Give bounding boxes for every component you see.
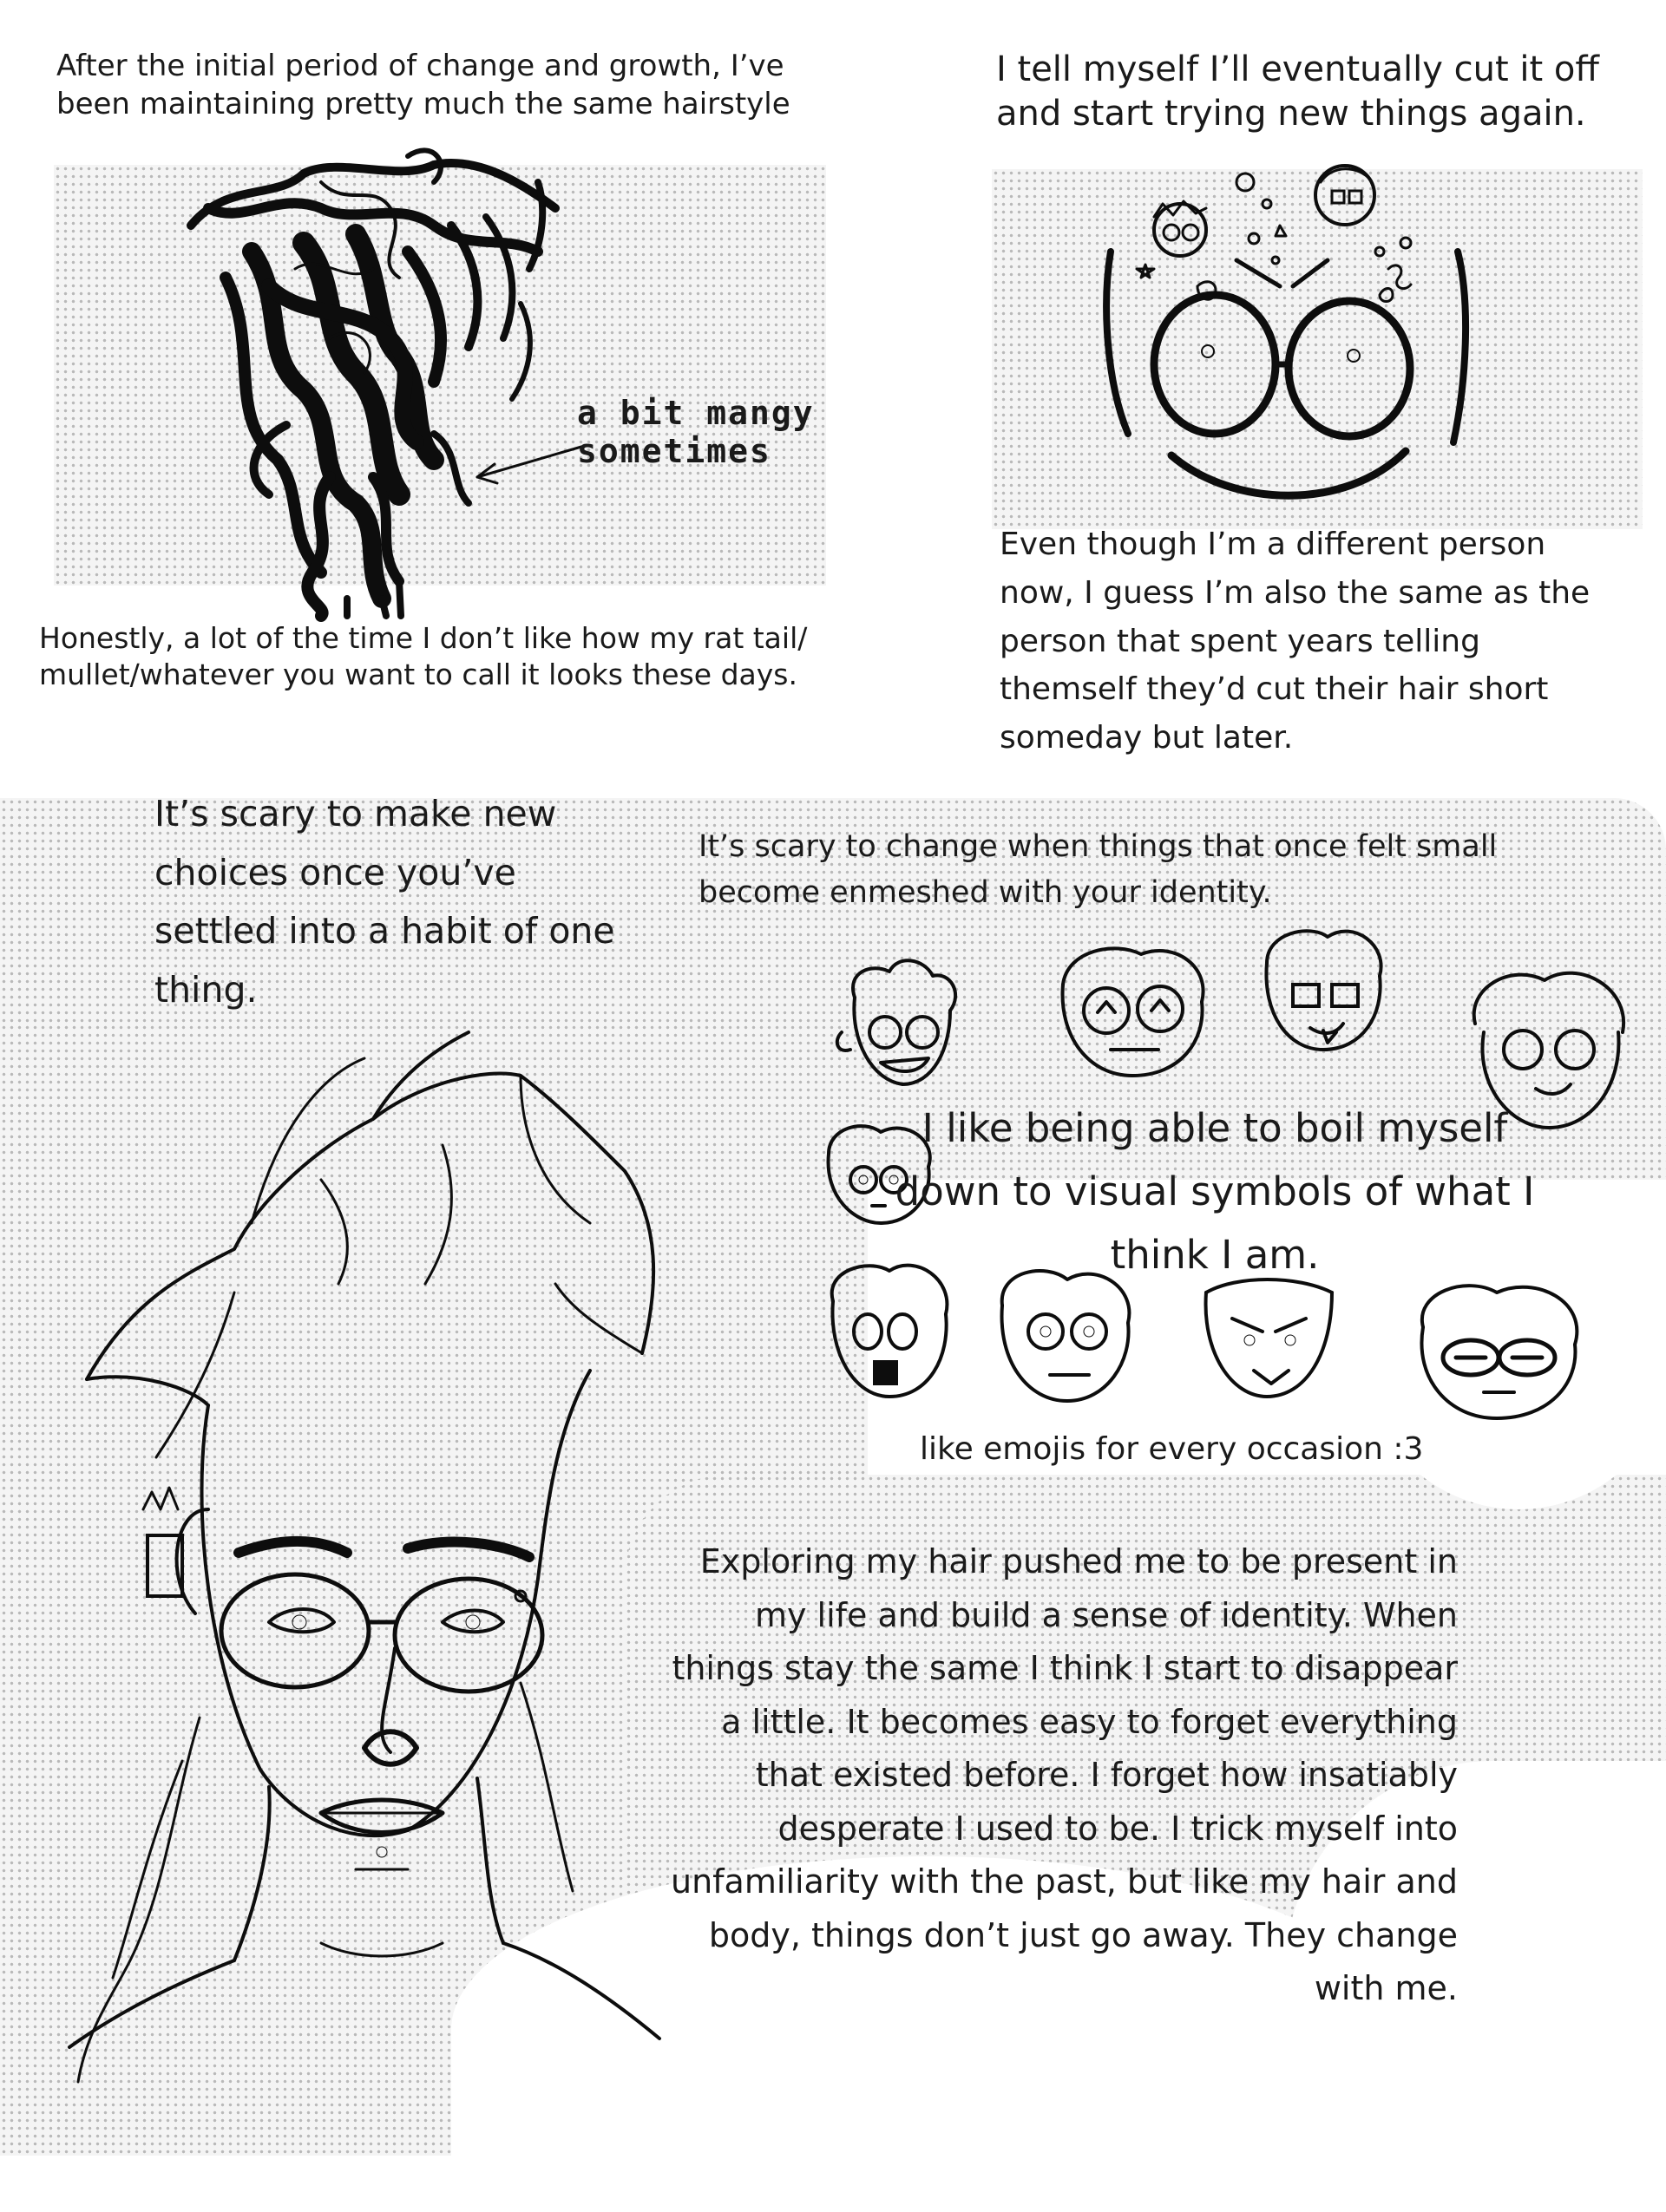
glasses-face-thinking-drawing [1093, 156, 1475, 512]
scary-choices-text: It’s scary to make new choices once you’ve settled into a habit of one thing. [154, 793, 615, 1011]
top-left-caption-text: Honestly, a lot of the time I don’t like how my rat tail/ mullet/whatever you want to call it looks these days. [39, 621, 808, 692]
emoji-face-tongue-icon [1241, 919, 1406, 1067]
top-right-caption-text: Even though I’m a different person now, I guess I’m also the same as the person that spent years telling themself they’d cut their hair short someday but later. [1000, 527, 1591, 756]
top-right-intro-text: I tell myself I’ll eventually cut it off and start trying new things again. [996, 49, 1599, 134]
emoji-face-smirk-icon [1184, 1266, 1349, 1414]
arrow-icon [473, 438, 586, 490]
scary-change-text: It’s scary to change when things that once felt small become enmeshed with your identity. [699, 829, 1498, 910]
emoji-face-happy-icon [1037, 933, 1228, 1089]
hair-annotation-text: a bit mangy sometimes [577, 394, 815, 470]
emojis-caption-text: like emojis for every occasion :3 [920, 1431, 1424, 1467]
top-left-intro-text: After the initial period of change and growth, I’ve been maintaining pretty much the same hairstyle [56, 49, 790, 121]
visual-symbols-text: I like being able to boil myself down to visual symbols of what I think I am. [895, 1105, 1535, 1278]
emoji-face-sleepy-glasses-icon [1388, 1275, 1605, 1431]
scribbled-hair-drawing [174, 130, 659, 616]
self-portrait-sketch [35, 1024, 694, 2151]
exploring-paragraph: Exploring my hair pushed me to be present in my life and build a sense of identity. When things stay the same I think I start to disappear a little. It becomes easy to forget everything that existed before. I forget how insatiably desperate I used to be. I trick myself into unfamiliarity with the past, but like my hair and body, things don’t just go away. They change with me. [671, 1542, 1458, 2008]
emoji-face-grin-icon [820, 946, 976, 1102]
